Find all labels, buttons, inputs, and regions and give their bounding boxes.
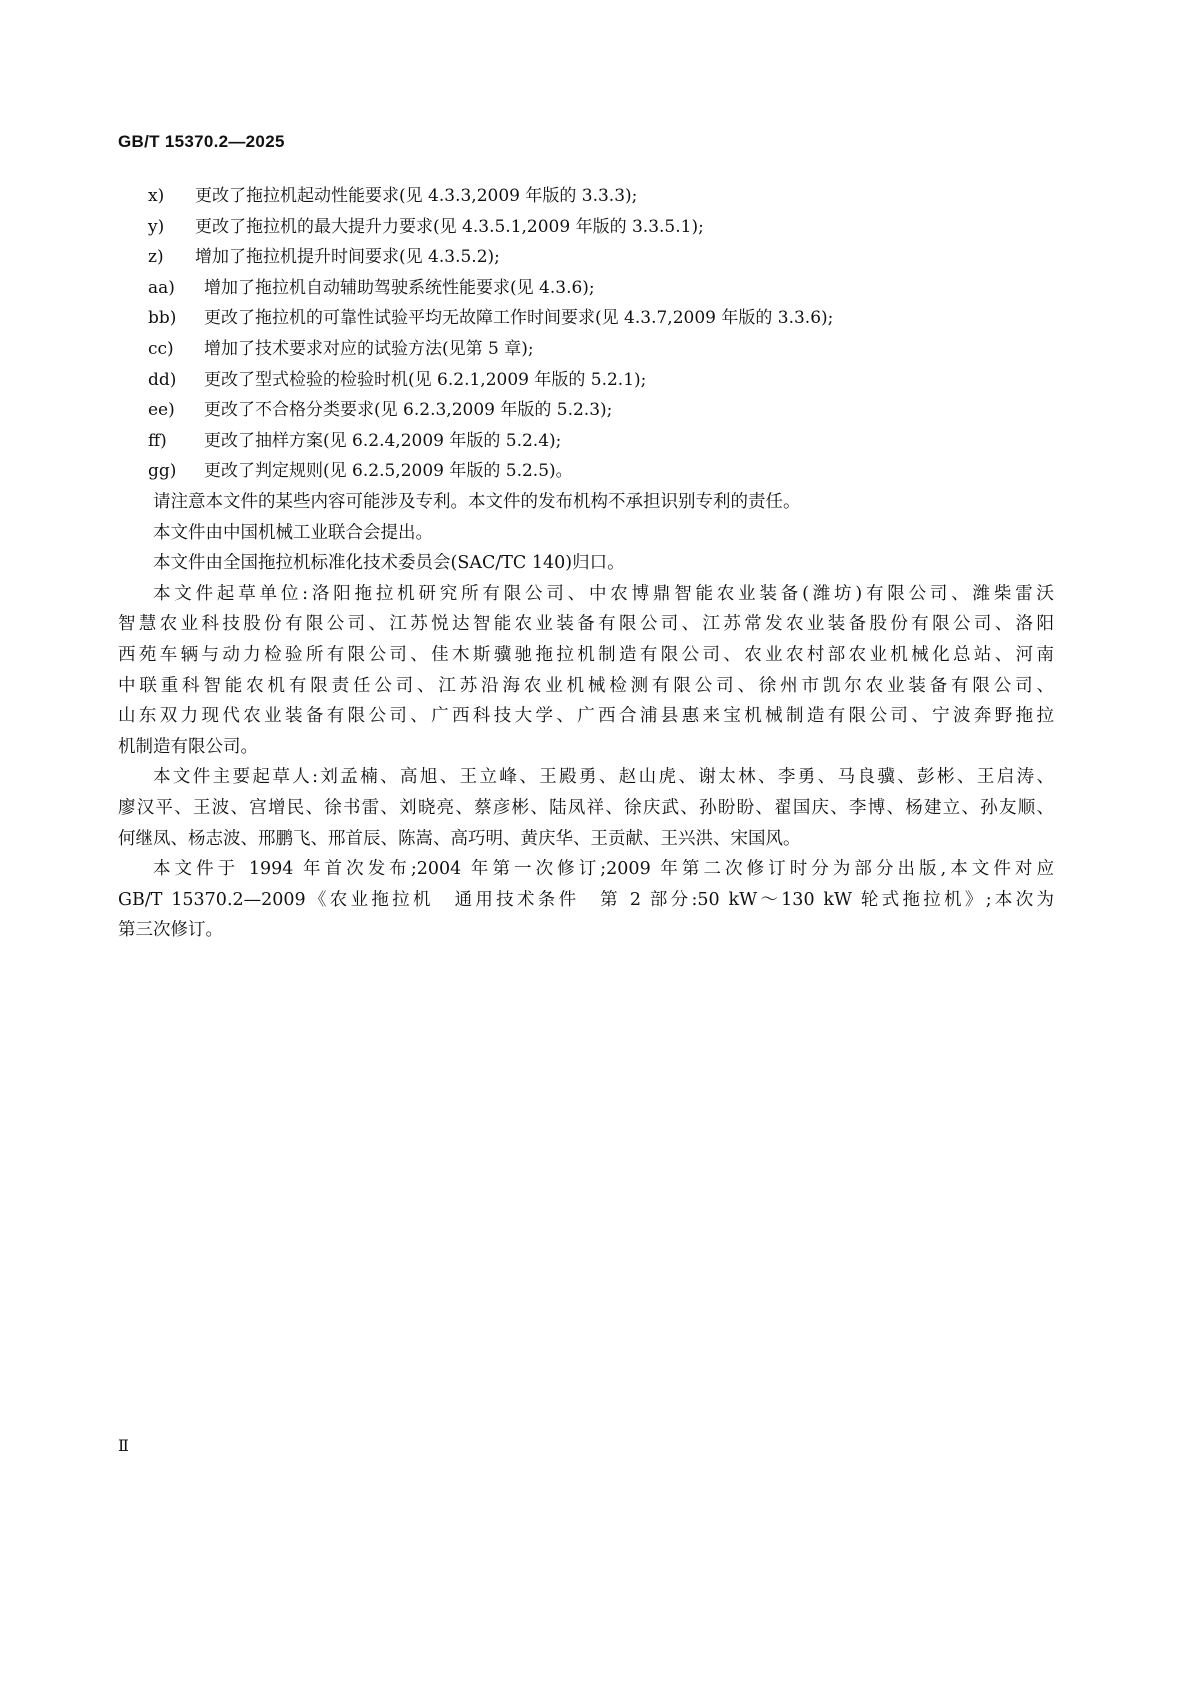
- paragraph-line: 请注意本文件的某些内容可能涉及专利。本文件的发布机构不承担识别专利的责任。: [153, 492, 801, 512]
- change-item: [148, 365, 1058, 396]
- change-item-label: aa): [148, 277, 175, 298]
- change-item-text: 更改了拖拉机起动性能要求(见 4.3.3,2009 年版的 3.3.3);: [195, 186, 638, 206]
- document-code-header: GB/T 15370.2—2025: [118, 132, 285, 151]
- paragraph-line: 山东双力现代农业装备有限公司、广西科技大学、广西合浦县惠来宝机械制造有限公司、宁波奔野拖拉: [118, 706, 1054, 727]
- paragraph-line: 本文件起草单位:洛阳拖拉机研究所有限公司、中农博鼎智能农业装备(潍坊)有限公司、潍柴雷沃: [153, 583, 1054, 604]
- change-item: [148, 181, 1058, 212]
- change-item: [148, 242, 1058, 273]
- change-item: [148, 273, 1058, 304]
- paragraph-line: 何继凤、杨志波、邢鹏飞、邢首辰、陈嵩、高巧明、黄庆华、王贡献、王兴洪、宋国风。: [118, 828, 801, 849]
- foreword-paragraphs: [118, 487, 1054, 946]
- paragraph-line: 本文件主要起草人:刘孟楠、高旭、王立峰、王殿勇、赵山虎、谢太林、李勇、马良骥、彭彬、王启涛、: [153, 767, 1054, 788]
- paragraph-centralized-unit: [118, 548, 1054, 579]
- change-item-label: gg): [148, 461, 177, 482]
- change-item-label: y): [148, 216, 165, 237]
- paragraph-line: 本文件于 1994 年首次发布;2004 年第一次修订;2009 年第二次修订时分为部分出版,本文件对应: [153, 859, 1054, 880]
- change-item-text: 增加了拖拉机提升时间要求(见 4.3.5.2);: [195, 247, 500, 268]
- change-item-text: 增加了技术要求对应的试验方法(见第 5 章);: [204, 338, 534, 359]
- change-item-label: ff): [148, 430, 167, 451]
- paragraph-proposer: [118, 518, 1054, 549]
- change-item-label: ee): [148, 400, 175, 421]
- change-item-text: 更改了判定规则(见 6.2.5,2009 年版的 5.2.5)。: [204, 461, 573, 482]
- change-item-label: x): [148, 186, 165, 206]
- page-number: Ⅱ: [118, 1436, 129, 1455]
- change-item-label: dd): [148, 369, 177, 390]
- paragraph-line: 第三次修订。: [118, 920, 223, 941]
- change-item: [148, 395, 1058, 426]
- change-item-text: 增加了拖拉机自动辅助驾驶系统性能要求(见 4.3.6);: [204, 277, 595, 298]
- change-item-text: 更改了拖拉机的可靠性试验平均无故障工作时间要求(见 4.3.7,2009 年版的 3.3.6);: [204, 308, 834, 329]
- paragraph-line: 廖汉平、王波、宫增民、徐书雷、刘晓亮、蔡彦彬、陆凤祥、徐庆武、孙盼盼、翟国庆、李博、杨建立、孙友顺、: [118, 797, 1054, 818]
- change-item-text: 更改了不合格分类要求(见 6.2.3,2009 年版的 5.2.3);: [204, 400, 613, 421]
- paragraph-line: 中联重科智能农机有限责任公司、江苏沿海农业机械检测有限公司、徐州市凯尔农业装备有限公司、: [118, 675, 1054, 696]
- change-item: [148, 426, 1058, 457]
- change-item: [148, 456, 1058, 487]
- paragraph-line: 西苑车辆与动力检验所有限公司、佳木斯骥驰拖拉机制造有限公司、农业农村部农业机械化总站、河南: [118, 644, 1054, 665]
- change-item-label: bb): [148, 308, 177, 329]
- paragraph-line: 本文件由中国机械工业联合会提出。: [153, 522, 433, 543]
- paragraph-revision-history: [118, 854, 1054, 946]
- change-item-label: z): [148, 247, 164, 268]
- change-item: [148, 303, 1058, 334]
- change-item: [148, 334, 1058, 365]
- paragraph-line: 智慧农业科技股份有限公司、江苏悦达智能农业装备有限公司、江苏常发农业装备股份有限公司、洛阳: [118, 614, 1054, 635]
- change-item-text: 更改了拖拉机的最大提升力要求(见 4.3.5.1,2009 年版的 3.3.5.1);: [195, 216, 704, 237]
- change-item-label: cc): [148, 338, 174, 359]
- paragraph-line: 本文件由全国拖拉机标准化技术委员会(SAC/TC 140)归口。: [153, 553, 625, 574]
- paragraph-line: 机制造有限公司。: [118, 736, 258, 757]
- paragraph-patent-notice: [118, 487, 1054, 518]
- change-item-text: 更改了型式检验的检验时机(见 6.2.1,2009 年版的 5.2.1);: [204, 369, 647, 390]
- paragraph-line: GB/T 15370.2—2009《农业拖拉机 通用技术条件 第 2 部分:50 kW～130 kW 轮式拖拉机》;本次为: [118, 889, 1054, 910]
- change-item-text: 更改了抽样方案(见 6.2.4,2009 年版的 5.2.4);: [204, 430, 562, 451]
- paragraph-drafters: [118, 762, 1054, 854]
- paragraph-drafting-units: [118, 579, 1054, 763]
- changes-list: [148, 181, 1058, 487]
- change-item: [148, 212, 1058, 243]
